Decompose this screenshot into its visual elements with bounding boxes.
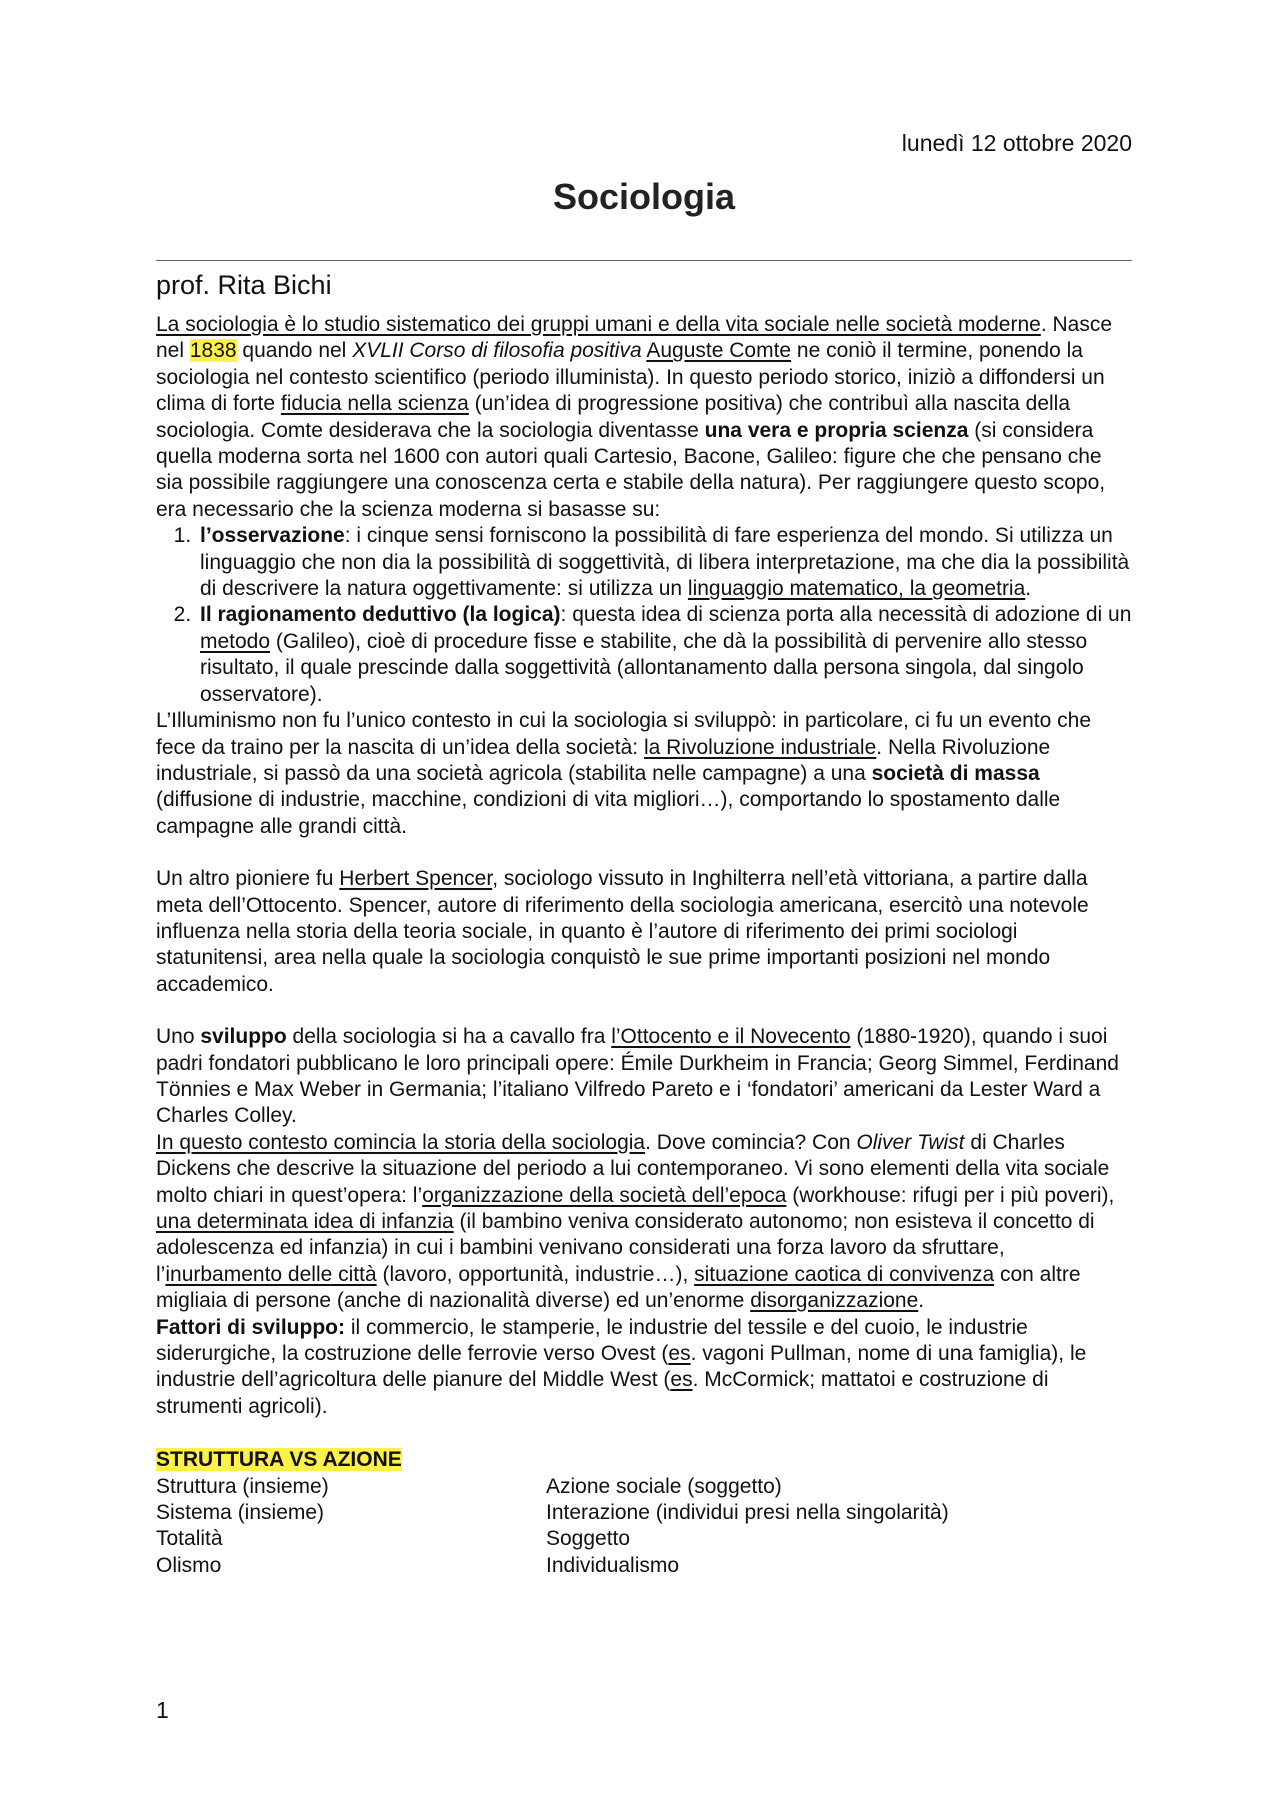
title-divider (156, 260, 1132, 261)
paragraph-industrial-revolution: L’Illuminismo non fu l’unico contesto in cui la sociologia si sviluppò: in particolare, ci fu un evento che fece da traino per la nascita di un’idea della società: la Rivoluzione industriale. Nella Rivoluzione industriale, si passò da una società agricola (stabilita nelle campagne) a una società di massa (diffusione di industrie, macchine, condizioni di vita migliori…), comportando lo spostamento dalle campagne alle grandi città. (156, 709, 1092, 838)
math-language-link: linguaggio matematico, la geometria (687, 577, 1026, 601)
list-item: 1. l’osservazione: i cinque sensi forniscono la possibilità di fare esperienza del mondo. Si utilizza un linguaggio che non dia la possibilità di soggettività, di libera interpretazione, ma che dia la possibilità di descrivere la natura oggettivamente: si utilizza un linguaggio matematico, la geometria. (197, 523, 1132, 602)
table-cell: Azione sociale (soggetto) (546, 1474, 782, 1498)
comte-link: Auguste Comte (646, 339, 792, 363)
method-link: metodo (200, 629, 271, 653)
document-body (156, 312, 1132, 1579)
industrial-revolution-link: la Rivoluzione industriale (643, 735, 877, 759)
paragraph-intro: La sociologia è lo studio sistematico dei gruppi umani e della vita sociale nelle società moderne. Nasce nel 1838 quando nel XVLII Corso di filosofia positiva Auguste Comte ne coniò il termine, ponendo la sociologia nel contesto scientifico (periodo illuminista). In questo periodo storico, iniziò a diffondersi un clima di forte fiducia nella scienza (un’idea di progressione positiva) che contribuì alla nascita della sociologia. Comte desiderava che la sociologia diventasse una vera e propria scienza (si considera quella moderna sorta nel 1600 con autori quali Cartesio, Bacone, Galileo: figure che che pensano che sia possibile raggiungere una conoscenza certa e stabile della natura). Per raggiungere questo scopo, era necessario che la scienza moderna si basasse su: (156, 313, 1113, 521)
scientific-basis-list (156, 523, 1132, 708)
definition-link: La sociologia è lo studio sistematico dei gruppi umani e della vita sociale nelle società moderne (156, 313, 1041, 336)
table-cell: Sistema (insieme) (156, 1501, 325, 1525)
science-trust-link: fiducia nella scienza (280, 392, 469, 416)
table-cell: Soggetto (546, 1527, 631, 1551)
section-heading: STRUTTURA VS AZIONE (156, 1448, 402, 1472)
structure-action-table (156, 1474, 1132, 1580)
spencer-link: Herbert Spencer (339, 867, 493, 891)
paragraph-factors: Fattori di sviluppo: il commercio, le stamperie, le industrie del tessile e del cuoio, le industrie siderurgiche, la costruzione delle ferrovie verso Ovest (es. vagoni Pullman, nome di una famiglia), le industrie dell’agricoltura delle pianure del Middle West (es. McCormick; mattatoi e costruzione di strumenti agricoli). (156, 1315, 1087, 1418)
true-science-bold: una vera e propria scienza (704, 418, 969, 442)
document-date: lunedì 12 ottobre 2020 (901, 130, 1132, 156)
book-title: XVLII Corso di filosofia positiva (352, 339, 642, 363)
list-item: 2. Il ragionamento deduttivo (la logica): questa idea di scienza porta alla necessità di adozione di un metodo (Galileo), cioè di procedure fisse e stabilite, che dà la possibilità di pervenire allo stesso risultato, il quale prescinde dalla soggettività (allontanamento dalla persona singola, dal singolo osservatore). (197, 602, 1132, 708)
mass-society-bold: società di massa (871, 761, 1040, 785)
year-highlight: 1838 (189, 339, 237, 363)
paragraph-development: Uno sviluppo della sociologia si ha a cavallo fra l’Ottocento e il Novecento (1880-1920), quando i suoi padri fondatori pubblicano le loro principali opere: Émile Durkheim in Francia; Georg Simmel, Ferdinand Tönnies e Max Weber in Germania; l’italiano Vilfredo Pareto e i ‘fondatori’ americani da Lester Ward a Charles Colley. (156, 1025, 1119, 1128)
table-cell: Olismo (156, 1553, 222, 1577)
table-cell: Interazione (individui presi nella singolarità) (546, 1501, 949, 1525)
table-cell: Struttura (insieme) (156, 1474, 329, 1498)
oliver-twist-title: Oliver Twist (856, 1130, 965, 1154)
table-cell: Totalità (156, 1527, 223, 1551)
table-cell: Individualismo (546, 1553, 680, 1577)
century-link: l’Ottocento e il Novecento (611, 1025, 851, 1049)
professor-heading: prof. Rita Bichi (156, 270, 332, 300)
document-title: Sociologia (552, 176, 736, 217)
paragraph-spencer: Un altro pioniere fu Herbert Spencer, sociologo vissuto in Inghilterra nell’età vittoriana, a partire dalla meta dell’Ottocento. Spencer, autore di riferimento della sociologia americana, esercitò una notevole influenza nella storia della teoria sociale, in quanto è l’autore di riferimento dei primi sociologi statunitensi, area nella quale la sociologia conquistò le sue prime importanti posizioni nel mondo accademico. (156, 867, 1089, 996)
paragraph-history: In questo contesto comincia la storia della sociologia. Dove comincia? Con Oliver Twist di Charles Dickens che descrive la situazione del periodo a lui contemporaneo. Vi sono elementi della vita sociale molto chiari in quest’opera: l’organizzazione della società dell’epoca (workhouse: rifugi per i più poveri), una determinata idea di infanzia (il bambino veniva considerato autonomo; non esisteva il concetto di adolescenza ed infanzia) in cui i bambini venivano considerati una forza lavoro da sfruttare, l’inurbamento delle città (lavoro, opportunità, industrie…), situazione caotica di convivenza con altre migliaia di persone (anche di nazionalità diverse) ed un’enorme disorganizzazione. (156, 1130, 1115, 1313)
page-number: 1 (156, 1697, 169, 1723)
